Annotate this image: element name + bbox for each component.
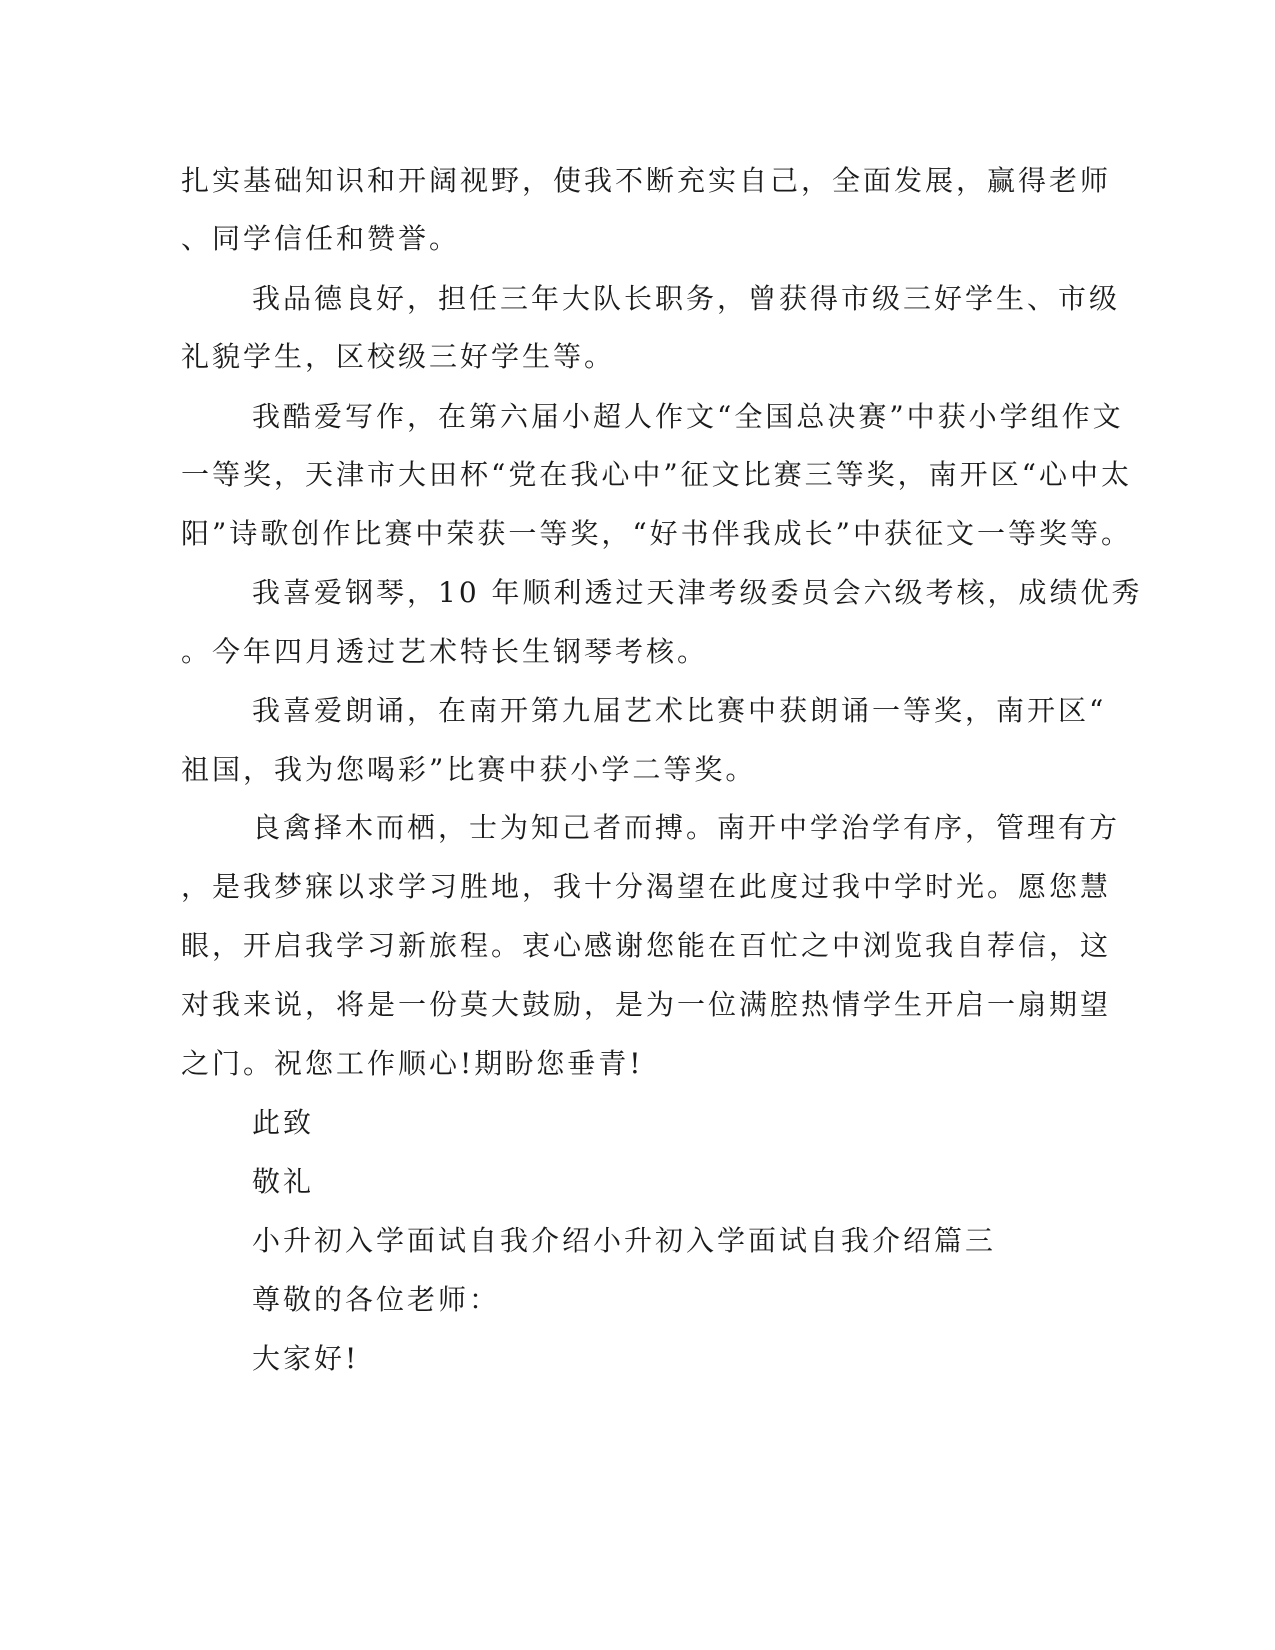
text-line-16: 之门。祝您工作顺心!期盼您垂青! — [181, 1047, 644, 1080]
text-line-10: 我喜爱朗诵，在南开第九届艺术比赛中获朗诵一等奖，南开区“ — [252, 694, 1107, 727]
text-line-5: 我酷爱写作，在第六届小超人作文“全国总决赛”中获小学组作文 — [252, 400, 1124, 433]
text-line-8: 我喜爱钢琴，10 年顺利透过天津考级委员会六级考核，成绩优秀 — [252, 576, 1143, 609]
text-line-7: 阳”诗歌创作比赛中荣获一等奖，“好书伴我成长”中获征文一等奖等。 — [181, 517, 1132, 550]
salutation: 尊敬的各位老师： — [252, 1283, 501, 1316]
text-line-2: 、同学信任和赞誉。 — [181, 222, 461, 255]
text-line-9: 。今年四月透过艺术特长生钢琴考核。 — [181, 635, 709, 668]
text-line-1: 扎实基础知识和开阔视野，使我不断充实自己，全面发展，赢得老师 — [181, 164, 1112, 197]
closing-jingli: 敬礼 — [252, 1165, 315, 1198]
text-line-14: 眼，开启我学习新旅程。衷心感谢您能在百忙之中浏览我自荐信，这 — [181, 929, 1112, 962]
section-title: 小升初入学面试自我介绍小升初入学面试自我介绍篇三 — [252, 1224, 997, 1257]
text-line-12: 良禽择木而栖，士为知己者而搏。南开中学治学有序，管理有方 — [252, 811, 1121, 844]
text-line-6: 一等奖，天津市大田杯“党在我心中”征文比赛三等奖，南开区“心中太 — [181, 458, 1132, 491]
text-line-13: ，是我梦寐以求学习胜地，我十分渴望在此度过我中学时光。愿您慧 — [181, 870, 1112, 903]
text-line-4: 礼貌学生，区校级三好学生等。 — [181, 340, 616, 373]
greeting: 大家好! — [252, 1342, 360, 1375]
text-line-11: 祖国，我为您喝彩”比赛中获小学二等奖。 — [181, 753, 757, 786]
text-line-3: 我品德良好，担任三年大队长职务，曾获得市级三好学生、市级 — [252, 282, 1121, 315]
text-line-15: 对我来说，将是一份莫大鼓励，是为一位满腔热情学生开启一扇期望 — [181, 988, 1112, 1021]
closing-cizhi: 此致 — [252, 1106, 315, 1139]
